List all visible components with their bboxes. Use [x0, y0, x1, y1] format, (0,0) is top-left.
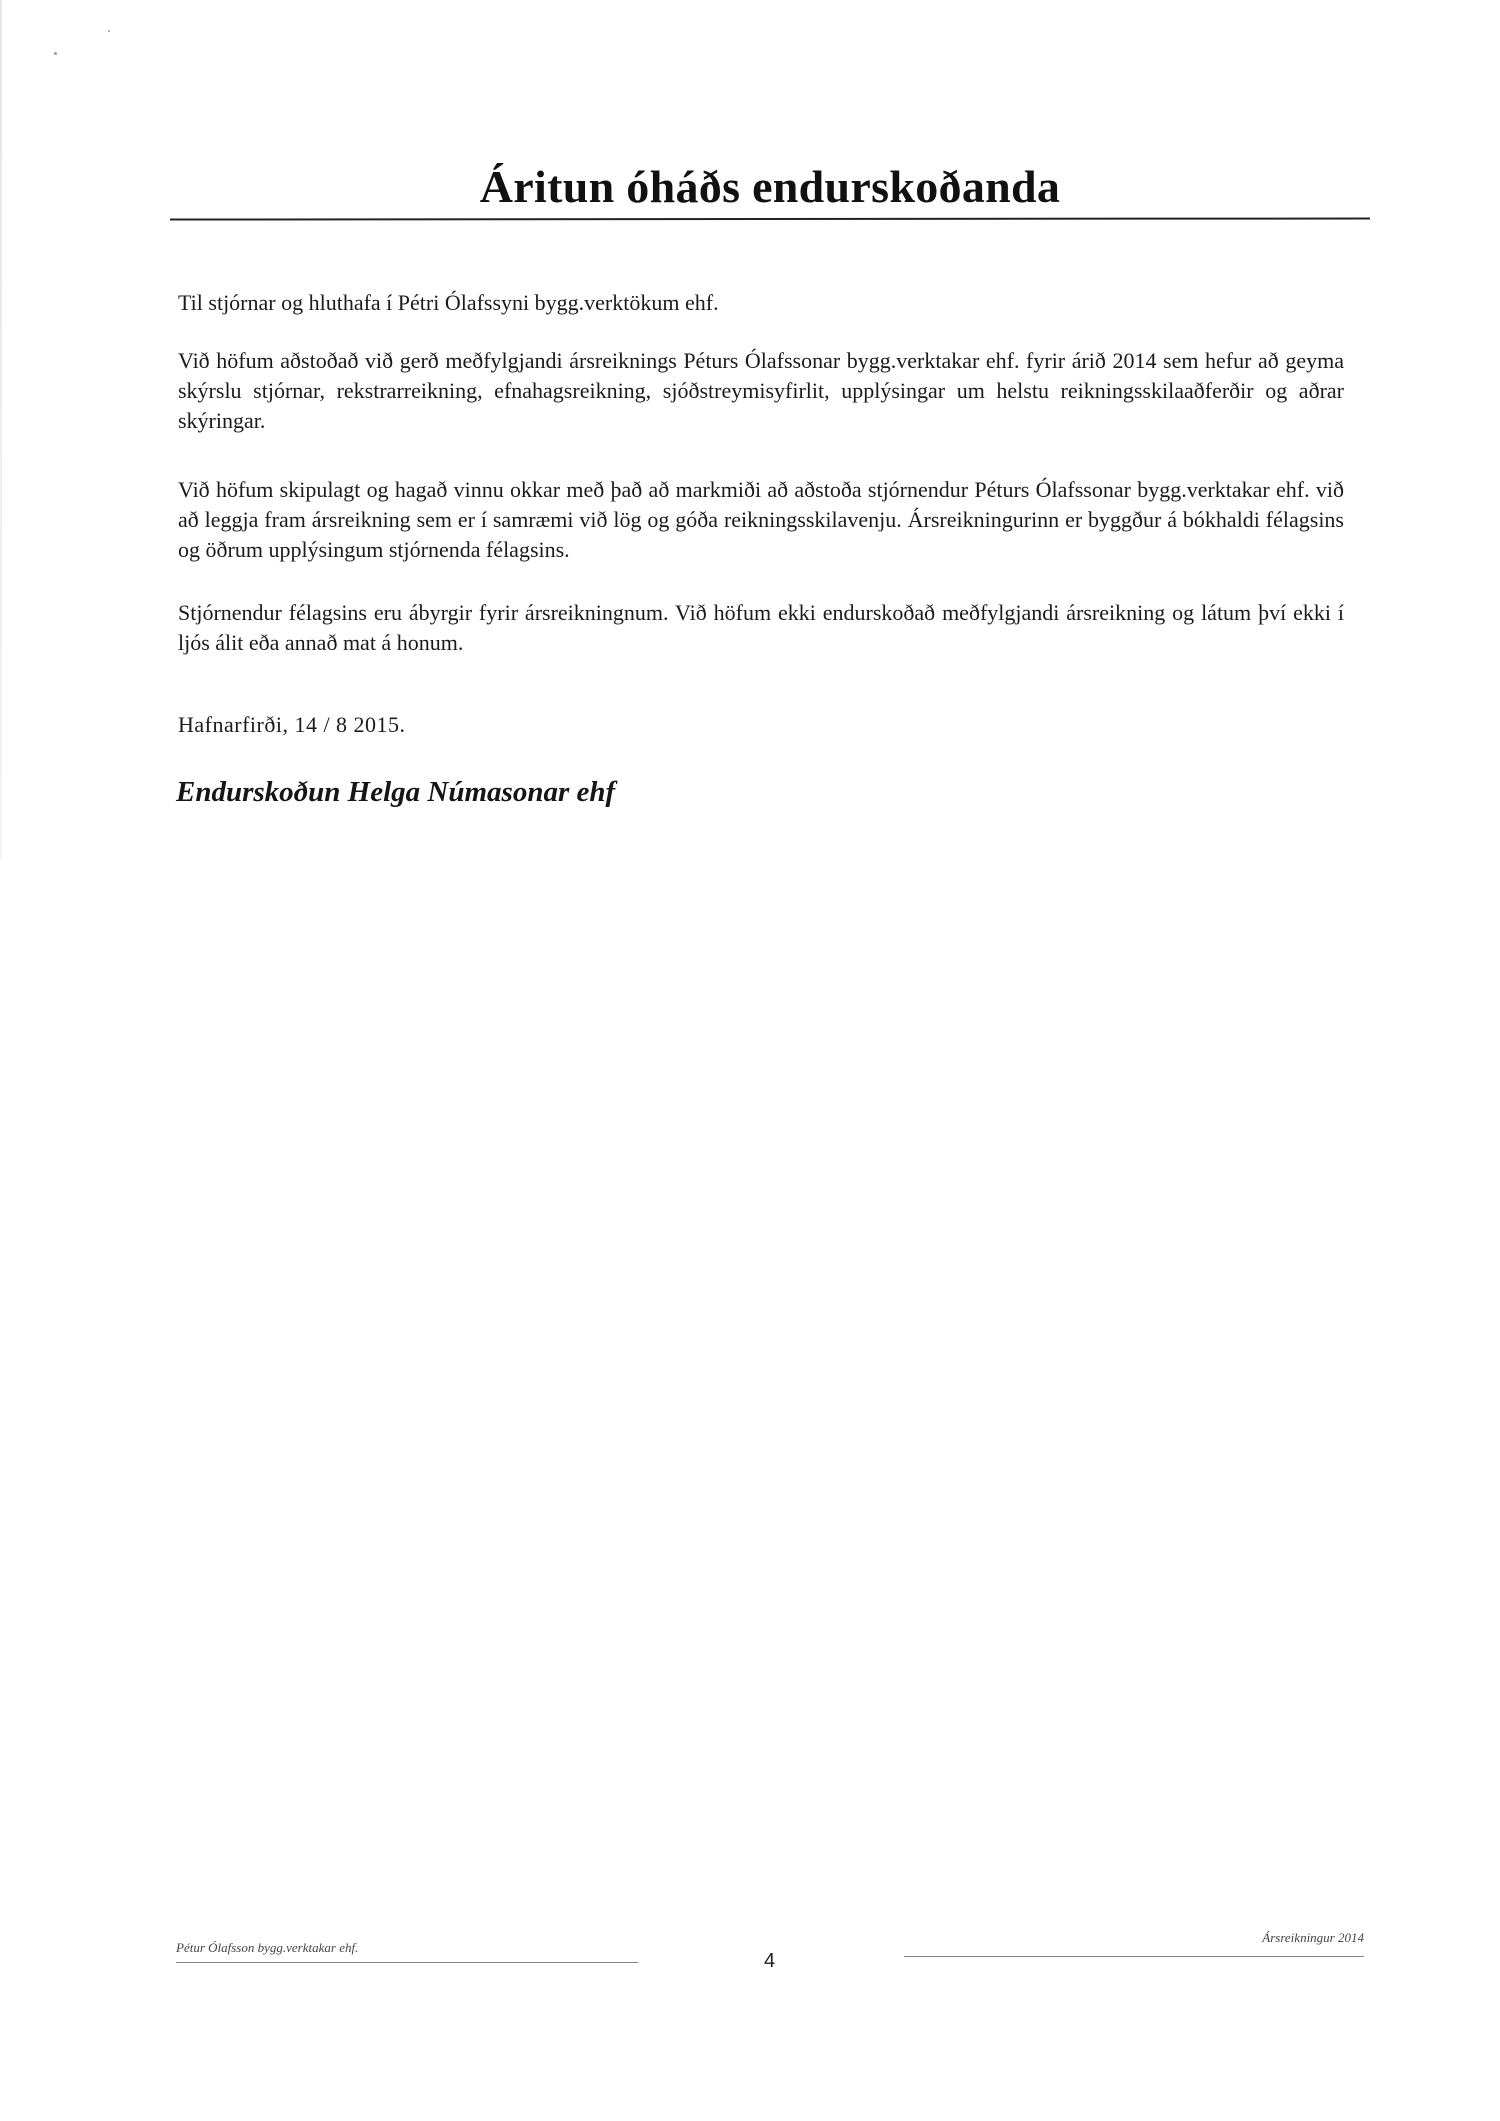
footer-left-divider — [176, 1962, 638, 1963]
scan-edge-line — [0, 0, 2, 860]
scan-speck — [54, 52, 57, 55]
addressee-line: Til stjórnar og hluthafa í Pétri Ólafssyni bygg.verktökum ehf. — [178, 290, 719, 315]
page-number: 4 — [764, 1950, 776, 1972]
body-paragraph: Við höfum skipulagt og hagað vinnu okkar með það að markmiði að aðstoða stjórnendur Péturs Ólafssonar bygg.verktakar ehf. við að leggja fram ársreikning sem er í samræmi við lög og góða reikningsskilavenju. Ársreikningurinn er byggður á bókhaldi félagsins og öðrum upplýsingum stjórnenda félagsins. — [178, 477, 1344, 562]
footer-report-title: Ársreikningur 2014 — [1262, 1930, 1364, 1945]
title-divider — [170, 217, 1370, 220]
page-title: Áritun óháðs endurskoðanda — [479, 161, 1061, 212]
scan-speck — [108, 30, 110, 32]
body-paragraph: Stjórnendur félagsins eru ábyrgir fyrir ársreikningnum. Við höfum ekki endurskoðað meðfylgjandi ársreikning og látum því ekki í ljós álit eða annað mat á honum. — [178, 600, 1344, 655]
footer-company: Pétur Ólafsson bygg.verktakar ehf. — [176, 1940, 359, 1955]
place-date: Hafnarfirði, 14 / 8 2015. — [178, 712, 406, 737]
auditor-signature: Endurskoðun Helga Númasonar ehf — [176, 776, 616, 808]
footer-right-divider — [904, 1956, 1364, 1957]
body-paragraph: Við höfum aðstoðað við gerð meðfylgjandi ársreiknings Péturs Ólafssonar bygg.verktakar ehf. fyrir árið 2014 sem hefur að geyma skýrslu stjórnar, rekstrarreikning, efnahagsreikning, sjóðstreymisyfirlit, upplýsingar um helstu reikningsskilaaðferðir og aðrar skýringar. — [178, 348, 1344, 433]
